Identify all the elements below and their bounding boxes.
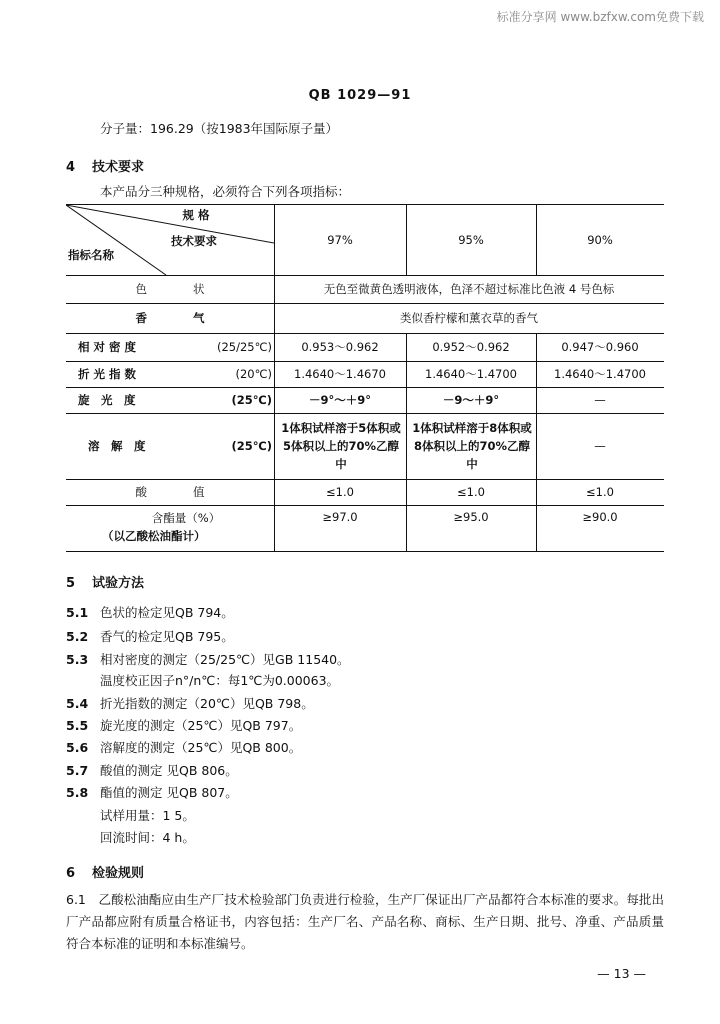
row-label-aroma: 香 气: [135, 311, 205, 325]
rotation-95: －9～＋9°: [442, 393, 500, 407]
sample-amount: 试样用量：1 5。: [100, 808, 195, 823]
rule-6-1-paragraph: 6.1 乙酸松油酯应由生产厂技术检验部门负责进行检验，生产厂保证出厂产品都符合本标准的要求。每批出厂产品都应附有质量合格证书，内容包括：生产厂名、产品名称、商标、生产日期、批号、净重、产品质量符合本标准的证明和本标准编号。: [66, 892, 664, 951]
table-intro: 本产品分三种规格，必须符合下列各项指标：: [100, 184, 351, 199]
watermark-text: 标准分享网 www.bzfxw.com免费下载: [496, 10, 704, 24]
row-value-color: 无色至微黄色透明液体，色泽不超过标准比色液 4 号色标: [323, 282, 615, 296]
method-item: [66, 650, 350, 668]
method-number: 5.6: [66, 740, 89, 755]
solubility-90: —: [594, 439, 606, 453]
acid-90: ≤1.0: [586, 485, 614, 499]
refractive-90: 1.4640～1.4700: [554, 367, 646, 381]
method-number: 5.3: [66, 652, 89, 667]
density-90: 0.947～0.960: [561, 340, 639, 354]
corner-name-label: 指标名称: [68, 248, 114, 262]
method-item: [66, 761, 238, 779]
corner-tech-label: 技术要求: [171, 234, 217, 248]
row-label-rotation: 旋 光 度: [78, 393, 136, 407]
rotation-97: －9°～＋9°: [308, 393, 371, 407]
method-text: 折光指数的测定（20℃）见QB 798。: [100, 696, 314, 711]
page-number: — 13 —: [597, 966, 646, 981]
corner-spec-label: 规 格: [182, 208, 210, 222]
method-text: 溶解度的测定（25℃）见QB 800。: [100, 740, 302, 755]
method-text: 相对密度的测定（25/25℃）见GB 11540。: [100, 652, 350, 667]
spec-table: [66, 204, 664, 552]
method-number: 5.7: [66, 763, 89, 778]
density-95: 0.952～0.962: [432, 340, 510, 354]
row-cond-rotation: (25℃): [231, 393, 272, 407]
section-5-heading: [66, 572, 144, 591]
row-label-solubility: 溶 解 度: [88, 439, 146, 453]
method-text: 香气的检定见QB 795。: [100, 629, 234, 644]
method-number: 5.5: [66, 718, 89, 733]
method-item: [66, 627, 234, 645]
section-4-title: 技术要求: [92, 160, 145, 175]
method-text: 酯值的测定 见QB 807。: [100, 785, 238, 800]
standard-header: QB 1029—91: [308, 88, 412, 103]
ester-97: ≥97.0: [322, 510, 358, 524]
section-5-number: 5: [66, 576, 76, 591]
acid-97: ≤1.0: [326, 485, 354, 499]
rotation-90: —: [594, 393, 606, 407]
method-item: [66, 603, 234, 621]
solubility-97: 1体积试样溶于5体积或5体积以上的70%乙醇中: [281, 421, 401, 471]
ester-90: ≥90.0: [582, 510, 618, 524]
density-97: 0.953～0.962: [301, 340, 379, 354]
col-header-97: 97%: [327, 233, 353, 247]
row-label-ester-note: （以乙酸松油酯计）: [102, 529, 206, 543]
section-5-title: 试验方法: [92, 576, 145, 591]
ester-95: ≥95.0: [453, 510, 489, 524]
row-cond-refractive: (20℃): [235, 367, 272, 381]
section-6-title: 检验规则: [92, 866, 145, 881]
method-item: [66, 716, 301, 734]
method-number: 5.2: [66, 629, 89, 644]
section-6-number: 6: [66, 866, 76, 881]
col-header-90: 90%: [587, 233, 613, 247]
row-label-color: 色 状: [135, 282, 205, 296]
reflux-time: 回流时间：4 h。: [100, 830, 195, 845]
refractive-95: 1.4640～1.4700: [425, 367, 517, 381]
refractive-97: 1.4640～1.4670: [294, 367, 386, 381]
row-cond-solubility: (25℃): [231, 439, 272, 453]
method-text: 旋光度的测定（25℃）见QB 797。: [100, 718, 302, 733]
method-text: 色状的检定见QB 794。: [100, 605, 234, 620]
row-cond-density: (25/25℃): [216, 340, 272, 354]
col-header-95: 95%: [458, 233, 484, 247]
row-label-acid: 酸 值: [135, 485, 205, 499]
method-number: 5.8: [66, 785, 89, 800]
acid-95: ≤1.0: [457, 485, 485, 499]
method-number: 5.4: [66, 696, 89, 711]
row-value-aroma: 类似香柠檬和薰衣草的香气: [400, 311, 538, 325]
solubility-95: 1体积试样溶于8体积或8体积以上的70%乙醇中: [412, 421, 532, 471]
method-text: 酸值的测定 见QB 806。: [100, 763, 238, 778]
section-6-heading: [66, 862, 144, 881]
row-label-refractive: 折 光 指 数: [78, 367, 137, 381]
section-4-number: 4: [66, 160, 76, 175]
method-item: [66, 783, 238, 801]
method-number: 5.1: [66, 605, 89, 620]
method-item: [66, 694, 314, 712]
row-label-density: 相 对 密 度: [78, 340, 137, 354]
molecular-weight: 分子量：196.29（按1983年国际原子量）: [100, 121, 339, 136]
temp-correction-note: 温度校正因子n°/n℃：每1℃为0.00063。: [100, 673, 340, 688]
row-label-ester: 含酯量（%）: [151, 511, 221, 525]
section-4-heading: [66, 156, 144, 175]
method-item: [66, 738, 301, 756]
